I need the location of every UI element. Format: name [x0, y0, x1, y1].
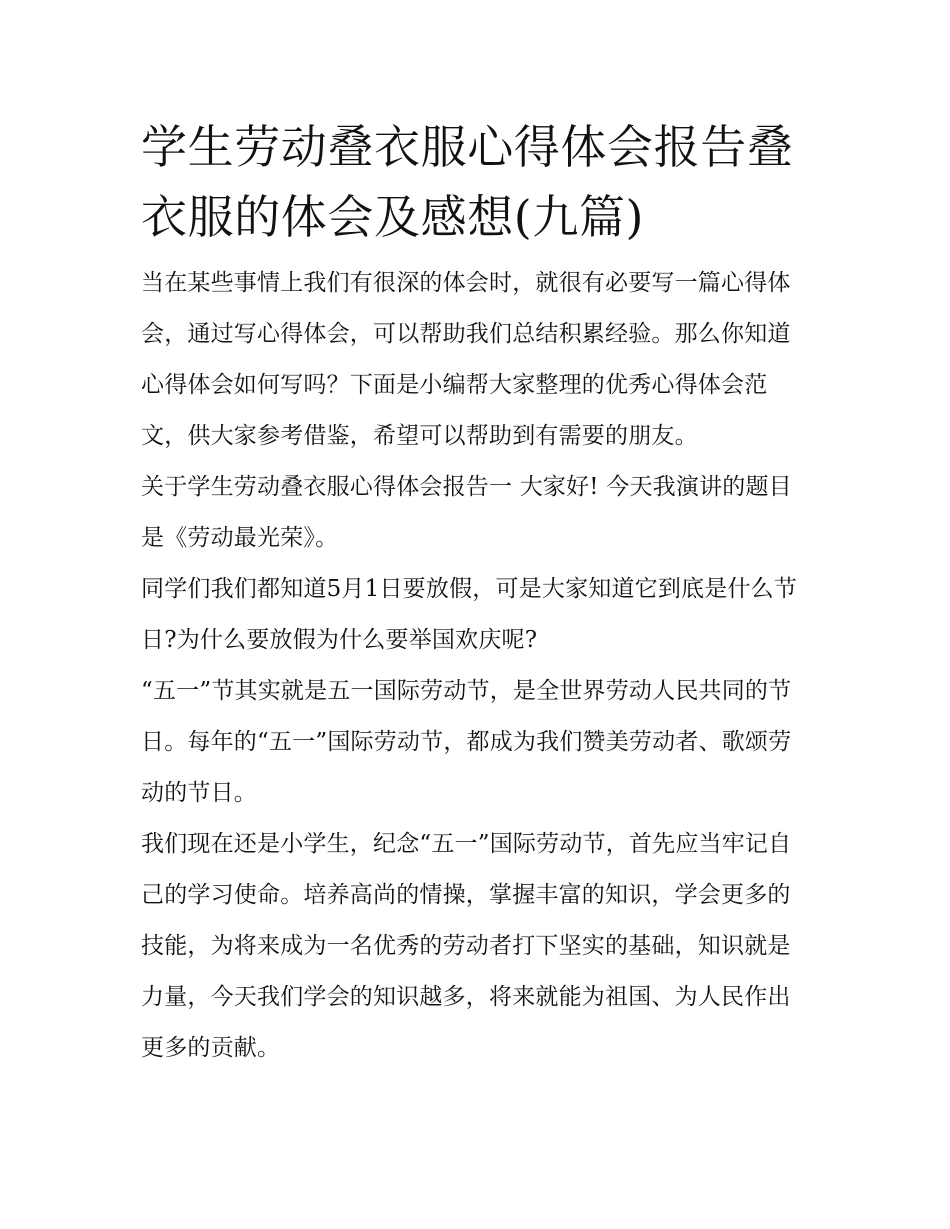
paragraph-student-mission: 我们现在还是小学生，纪念“五一”国际劳动节，首先应当牢记自己的学习使命。培养高尚的情操，掌握丰富的知识，学会更多的技能，为将来成为一名优秀的劳动者打下坚实的基础，知识就是力量，今天我们学会的知识越多，将来就能为祖国、为人民作出更多的贡献。	[141, 831, 792, 1061]
paragraph-intro: 当在某些事情上我们有很深的体会时，就很有必要写一篇心得体会，通过写心得体会，可以帮助我们总结积累经验。那么你知道心得体会如何写吗？下面是小编帮大家整理的优秀心得体会范文，供大家参考借鉴，希望可以帮助到有需要的朋友。	[141, 270, 791, 449]
document-title: 学生劳动叠衣服心得体会报告叠衣服的体会及感想(九篇)	[141, 120, 794, 244]
paragraph-labor-day: “五一”节其实就是五一国际劳动节，是全世界劳动人民共同的节日。每年的“五一”国际劳动节，都成为我们赞美劳动者、歌颂劳动的节日。	[141, 678, 792, 806]
paragraph-holiday-question: 同学们我们都知道5月1日要放假，可是大家知道它到底是什么节日?为什么要放假为什么要举国欢庆呢?	[141, 576, 798, 653]
paragraph-speech-opening: 关于学生劳动叠衣服心得体会报告一 大家好! 今天我演讲的题目是《劳动最光荣》。	[141, 474, 792, 551]
document-body	[141, 112, 813, 1074]
